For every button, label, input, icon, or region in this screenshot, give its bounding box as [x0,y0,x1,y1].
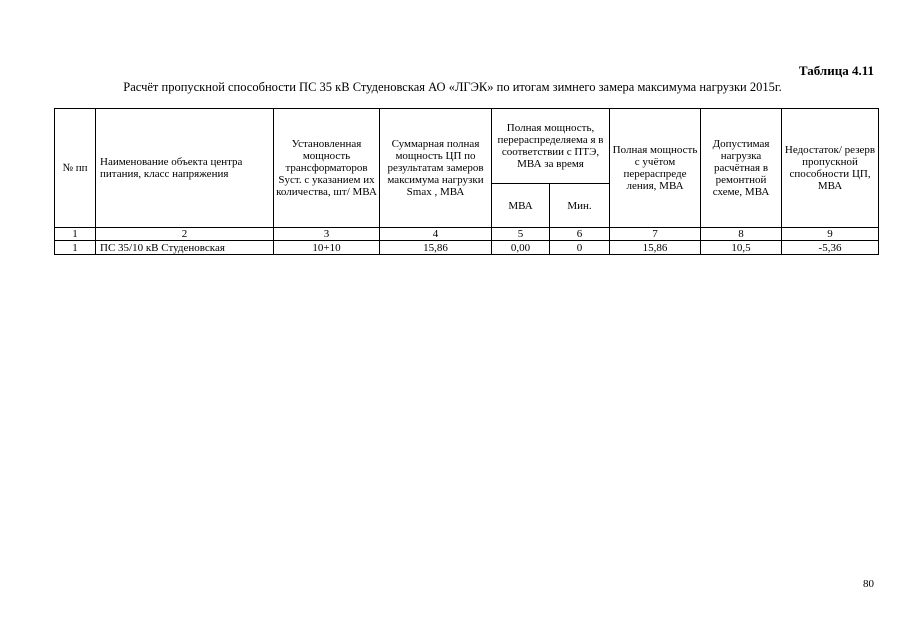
header-object-name: Наименование объекта центра питания, класс напряжения [96,109,274,228]
row-redistributed-mva: 0,00 [492,241,550,255]
table-title: Расчёт пропускной способности ПС 35 кВ Студеновская АО «ЛГЭК» по итогам зимнего замера максимума нагрузки 2015г. [123,80,782,94]
column-number: 7 [610,228,701,241]
header-num: № пп [55,109,96,228]
row-object-name: ПС 35/10 кВ Студеновская [96,241,274,255]
row-num: 1 [55,241,96,255]
header-installed-power: Установленная мощность трансформаторов Syст. с указанием их количества, шт/ МВА [274,109,380,228]
row-allowed-load: 10,5 [701,241,782,255]
column-number: 4 [380,228,492,241]
capacity-table [54,108,879,255]
row-smax: 15,86 [380,241,492,255]
header-row-1 [55,109,879,184]
header-redistributed-min: Мин. [550,184,610,228]
header-total-power: Суммарная полная мощность ЦП по результатам замеров максимума нагрузки Smax , МВА [380,109,492,228]
page-number: 80 [863,578,874,590]
column-number: 1 [55,228,96,241]
table-row [55,241,879,255]
row-full-power: 15,86 [610,241,701,255]
column-number: 8 [701,228,782,241]
header-reserve: Недостаток/ резерв пропускной способности ЦП, МВА [782,109,879,228]
row-reserve: -5,36 [782,241,879,255]
column-number-row [55,228,879,241]
table-number: Таблица 4.11 [798,63,874,78]
header-redistributed-mva: МВА [492,184,550,228]
header-full-power: Полная мощность с учётом перераспреде ления, МВА [610,109,701,228]
column-number: 2 [96,228,274,241]
column-number: 5 [492,228,550,241]
header-allowed-load: Допустимая нагрузка расчётная в ремонтной схеме, МВА [701,109,782,228]
column-number: 9 [782,228,879,241]
column-number: 6 [550,228,610,241]
row-installed-power: 10+10 [274,241,380,255]
column-number: 3 [274,228,380,241]
row-redistributed-min: 0 [550,241,610,255]
header-redistributed-group: Полная мощность, перераспределяема я в соответствии с ПТЭ, МВА за время [492,109,610,184]
